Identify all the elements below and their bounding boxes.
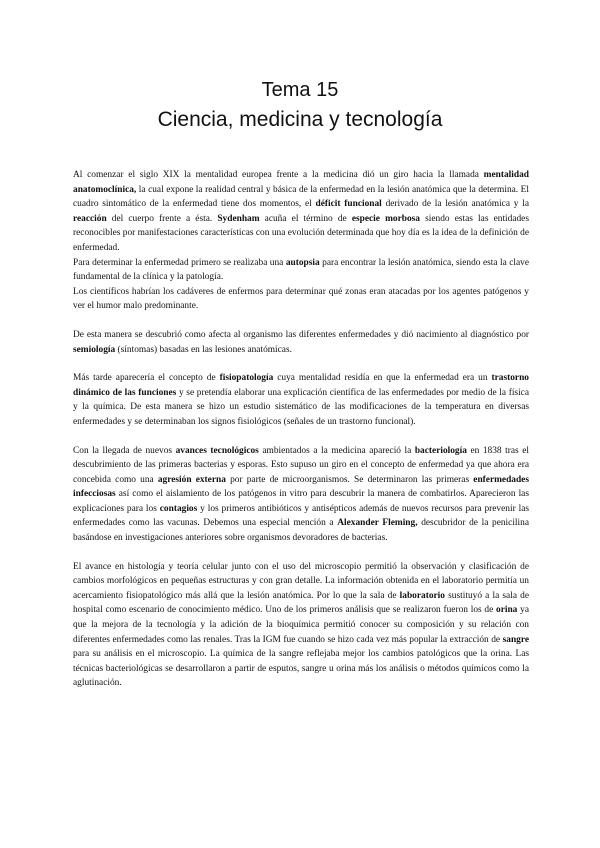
paragraph-semiologia: De esta manera se descubrió como afecta al organismo las diferentes enfermedades y dió nacimiento al diagnóstico por semiología (síntomas) basadas en las lesiones anatómicas. bbox=[73, 329, 529, 355]
page-title: Tema 15 bbox=[261, 79, 339, 101]
title-block bbox=[0, 78, 600, 134]
paragraph-bacteriologia: Con la llegada de nuevos avances tecnológicos ambientados a la medicina apareció la bacteriología en 1838 tras el descubrimiento de las primeras bacterias y esporas. Esto supuso un giro en el concepto de enfermedad ya que ahora era concebida como una agresión externa por parte de microorganismos. Se determinaron las primeras enfermedades infecciosas así como el aislamiento de los patógenos in vitro para descubrir la manera de combatirlos. Aparecieron las explicaciones para los contagios y los primeros antibióticos y antisépticos además de nuevos recursos para prevenir las enfermedades como las vacunas. Debemos una especial mención a Alexander Fleming, descubridor de la penicilina basándose en investigaciones anteriores sobre organismos devoradores de bacterias. bbox=[73, 445, 530, 544]
body-text bbox=[73, 168, 529, 691]
paragraph-anatomoclinica: Al comenzar el siglo XIX la mentalidad europea frente a la medicina dió un giro hacia la llamada mentalidad anatomoclínica, la cual expone la realidad central y básica de la enfermedad en la lesión anatómica que la determina. El cuadro sintomático de la enfermedad tiene dos momentos, el déficit funcional derivado de la lesión anatómica y la reacción del cuerpo frente a ésta. Sydenham acuña el término de especie morbosa siendo estas las entidades reconocibles por manifestaciones características con una evolución determinada que hoy día es la idea de la definición de enfermedad. bbox=[73, 170, 530, 253]
paragraph-fisiopatologia: Más tarde aparecería el concepto de fisiopatología cuya mentalidad residía en que la enfermedad era un trastorno dinámico de las funciones y se pretendía elaborar una explicación científica de las enfermedades por medio de la física y la química. De esta manera se hizo un estudio sistemático de las modificaciones de la temperatura en diversas enfermedades y se determinaban los signos fisiológicos (señales de un trastorno funcional). bbox=[73, 373, 529, 427]
paragraph-cadaveres: Los científicos habrían los cadáveres de enfermos para determinar qué zonas eran atacadas por los agentes patógenos y ver el humor malo predominante. bbox=[73, 286, 529, 312]
paragraph-autopsia: Para determinar la enfermedad primero se realizaba una autopsia para encontrar la lesión anatómica, siendo esta la clave fundamental de la clínica y la patología. bbox=[73, 257, 529, 283]
page-subtitle: Ciencia, medicina y tecnología bbox=[157, 108, 443, 131]
paragraph-laboratorio: El avance en histología y teoría celular junto con el uso del microscopio permitió la observación y clasificación de cambios morfológicos en pequeñas estructuras y con gran detalle. La información obtenida en el laboratorio permitía un acercamiento fisiopatológico más allá que la lesión anatómica. Por lo que la sala de laboratorio sustituyó a la sala de hospital como escenario de conocimiento médico. Uno de los primeros análisis que se realizaron fueron los de orina ya que la mejora de la tecnología y la adición de la bioquímica permitió conocer su composición y su relación con diferentes enfermedades como las renales. Tras la IGM fue cuando se hizo cada vez más popular la extracción de sangre para su análisis en el microscopio. La química de la sangre reflejaba mejor los cambios patológicos que la orina. Las técnicas bacteriológicas se desarrollaron a partir de esputos, sangre u orina más los análisis o métodos químicos como la aglutinación. bbox=[73, 561, 529, 689]
